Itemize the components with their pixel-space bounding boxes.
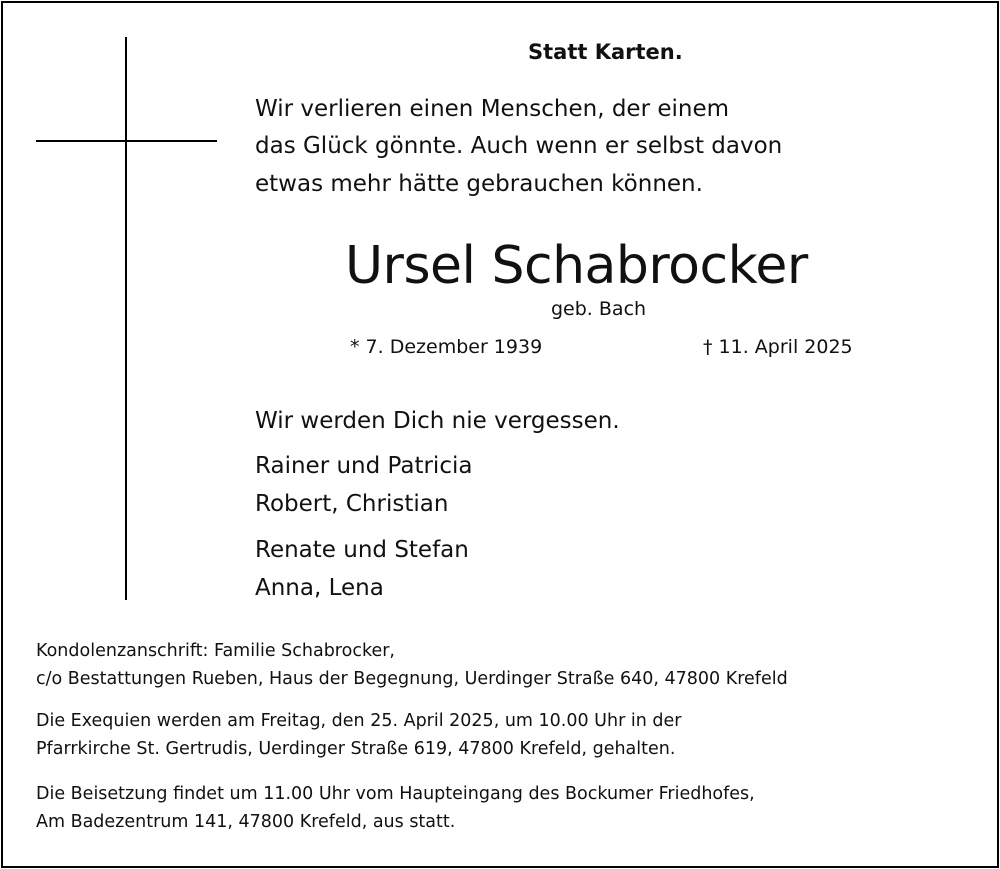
burial-line-2: Am Badezentrum 141, 47800 Krefeld, aus statt.	[36, 812, 456, 832]
quote-line-1: Wir verlieren einen Menschen, der einem	[255, 96, 730, 122]
family-line-3: Renate und Stefan	[255, 537, 469, 563]
family-line-4: Anna, Lena	[255, 575, 384, 601]
birth-date: * 7. Dezember 1939	[350, 336, 543, 358]
notice-header: Statt Karten.	[528, 40, 683, 64]
deceased-name: Ursel Schabrocker	[345, 236, 808, 296]
death-date: † 11. April 2025	[703, 336, 853, 358]
family-line-2: Robert, Christian	[255, 491, 449, 517]
cross-horizontal-bar	[36, 140, 217, 142]
exequien-line-2: Pfarrkirche St. Gertrudis, Uerdinger Straße 619, 47800 Krefeld, gehalten.	[36, 739, 676, 759]
quote-line-3: etwas mehr hätte gebrauchen können.	[255, 171, 703, 197]
family-line-1: Rainer und Patricia	[255, 453, 473, 479]
burial-line-1: Die Beisetzung findet um 11.00 Uhr vom Haupteingang des Bockumer Friedhofes,	[36, 784, 755, 804]
condolence-line-1: Kondolenzanschrift: Familie Schabrocker,	[36, 641, 395, 661]
quote-line-2: das Glück gönnte. Auch wenn er selbst davon	[255, 133, 783, 159]
maiden-name: geb. Bach	[551, 298, 647, 320]
cross-vertical-bar	[125, 37, 127, 600]
farewell-line: Wir werden Dich nie vergessen.	[255, 408, 620, 434]
condolence-line-2: c/o Bestattungen Rueben, Haus der Begegnung, Uerdinger Straße 640, 47800 Krefeld	[36, 669, 788, 689]
exequien-line-1: Die Exequien werden am Freitag, den 25. April 2025, um 10.00 Uhr in der	[36, 711, 682, 731]
